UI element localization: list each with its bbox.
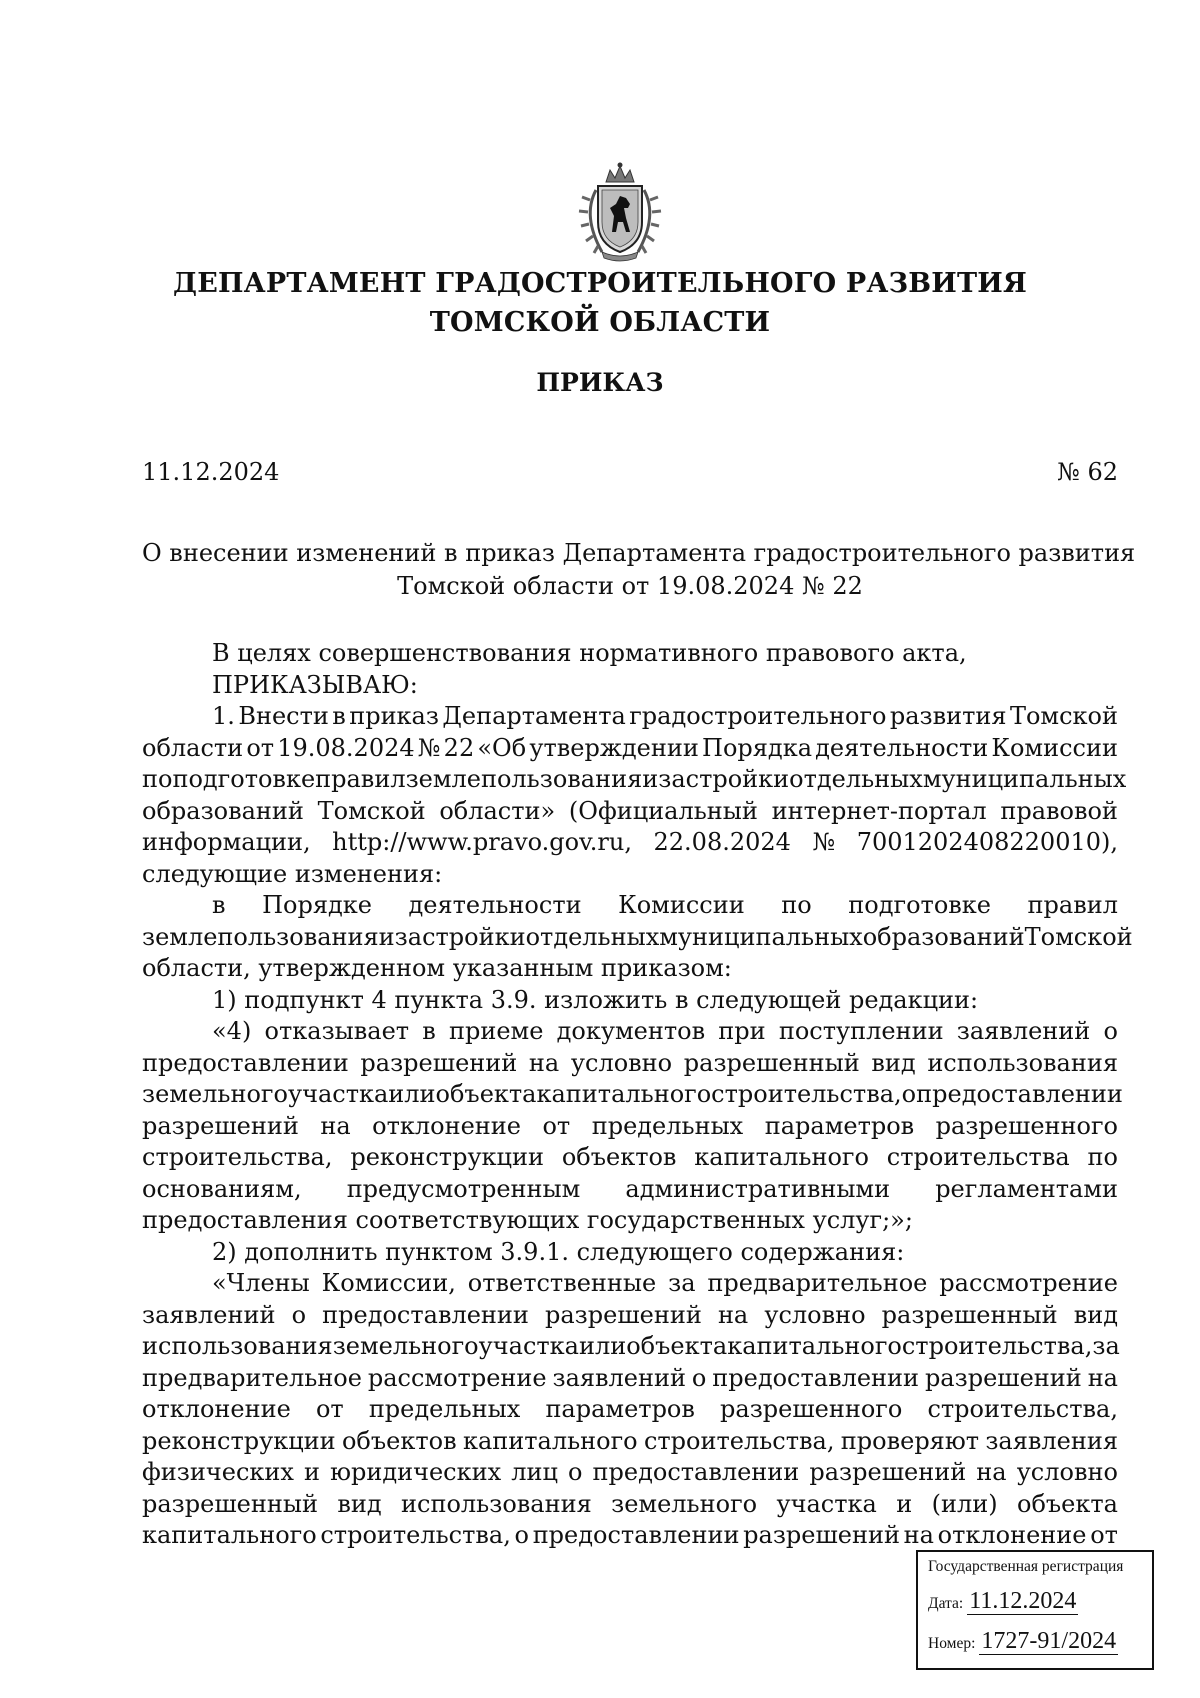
word: поступлении: [778, 1017, 944, 1045]
word: объекта: [626, 1332, 728, 1360]
word: застройки: [658, 765, 790, 793]
word: землепользования: [142, 922, 379, 951]
word: капитального: [694, 1143, 869, 1171]
word: разрешений: [360, 1048, 518, 1077]
word: капитального: [462, 1426, 638, 1455]
word: муниципальных: [659, 922, 863, 951]
word: и: [896, 1489, 913, 1518]
text-line: 1) подпункт 4 пункта 3.9. изложить в следующей редакции:: [212, 985, 979, 1014]
text-line: [142, 1520, 1118, 1552]
order-body: [142, 638, 1133, 1552]
word: отдельных: [525, 922, 660, 951]
word: подготовке: [848, 891, 991, 919]
word: о: [291, 1300, 307, 1329]
text-line: области, утвержденном указанным приказом:: [142, 954, 732, 982]
word: Томской: [1009, 702, 1118, 730]
text-line: предоставления соответствующих государственных услуг;»;: [142, 1206, 913, 1234]
text-line: [142, 922, 1133, 954]
word: Порядка: [702, 733, 812, 762]
word: о: [691, 1363, 707, 1392]
word: и: [304, 1458, 320, 1486]
word: объекта: [1017, 1489, 1118, 1518]
word: от: [1090, 1521, 1118, 1549]
word: предельных: [591, 1111, 744, 1140]
word: физических: [142, 1458, 294, 1486]
word: в: [332, 702, 346, 730]
subject-line: О внесении изменений в приказ Департамента градостроительного развития: [142, 539, 1136, 567]
word: предоставлении: [532, 1521, 740, 1549]
word: на: [976, 1458, 1007, 1486]
word: разрешенного: [720, 1395, 903, 1423]
word: основаниям,: [142, 1174, 302, 1203]
word: разрешенного: [935, 1111, 1118, 1140]
word: строительства,: [927, 1395, 1118, 1423]
word: «Члены: [212, 1269, 310, 1297]
word: объектов: [561, 1143, 677, 1171]
word: Комиссии: [991, 733, 1118, 762]
stamp-number-value: 1727-91/2024: [981, 1628, 1117, 1654]
word: объектов: [341, 1426, 457, 1455]
word: отклонение: [372, 1111, 521, 1140]
word: строительства,: [142, 1143, 333, 1171]
word: условно: [570, 1048, 673, 1077]
word: отклонение: [937, 1521, 1087, 1549]
word: строительства,: [643, 1426, 835, 1455]
word: деятельности: [815, 733, 989, 762]
word: о: [901, 1080, 917, 1108]
word: юридических: [330, 1458, 502, 1486]
word: от: [246, 733, 275, 762]
word: на: [717, 1300, 749, 1329]
department-name-line2: ТОМСКОЙ ОБЛАСТИ: [429, 307, 771, 338]
word: заявлений: [142, 1300, 276, 1329]
word: развития: [889, 702, 1007, 730]
text-line: [142, 796, 1118, 828]
text-line: [142, 1174, 1118, 1206]
word: образований: [142, 796, 304, 825]
word: использования: [927, 1048, 1118, 1077]
word: предоставлении: [592, 1458, 800, 1486]
text-line: [142, 1363, 1118, 1395]
text-line: следующие изменения:: [142, 859, 443, 888]
word: разрешений: [743, 1521, 900, 1549]
word: в: [212, 891, 226, 919]
word: отклонение: [142, 1395, 291, 1423]
word: предварительное: [707, 1269, 928, 1297]
word: параметров: [764, 1111, 915, 1140]
word: и: [642, 765, 659, 793]
word: капитального: [536, 1080, 712, 1108]
word: участка: [287, 1080, 389, 1108]
word: вид: [871, 1048, 916, 1077]
word: строительства,: [711, 1080, 902, 1108]
word: строительства,: [901, 1332, 1093, 1360]
word: условно: [764, 1300, 866, 1329]
text-line: [142, 827, 1118, 859]
word: «Об: [477, 733, 527, 762]
word: утверждении: [529, 733, 699, 762]
word: использования: [401, 1489, 592, 1518]
word: и: [378, 922, 395, 951]
text-line: [142, 1394, 1118, 1426]
word: лиц: [511, 1458, 558, 1486]
order-date: 11.12.2024: [142, 458, 280, 486]
text-line: [142, 1111, 1118, 1143]
word: земельного: [142, 1080, 288, 1108]
word: разрешений: [809, 1458, 967, 1486]
word: разрешений: [924, 1363, 1082, 1392]
word: в: [422, 1017, 436, 1045]
word: проверяют: [840, 1426, 979, 1455]
text-line: [142, 1426, 1118, 1458]
word: предварительное: [142, 1363, 362, 1392]
word: строительства: [886, 1143, 1070, 1171]
word: отдельных: [789, 765, 923, 793]
body-paragraph-decree: ПРИКАЗЫВАЮ:: [212, 670, 418, 699]
word: приеме: [448, 1017, 544, 1045]
order-subject: [142, 537, 1136, 603]
word: застройки: [394, 922, 526, 951]
word: строительства,: [320, 1521, 511, 1549]
text-line: [142, 1016, 1118, 1048]
word: предельных: [368, 1395, 521, 1423]
word: по: [142, 765, 173, 793]
word: капитального: [727, 1332, 902, 1360]
word: разрешений: [545, 1300, 702, 1329]
word: на: [320, 1111, 351, 1140]
word: от: [542, 1111, 571, 1140]
text-line: [142, 1079, 1123, 1111]
word: правовой: [1000, 796, 1118, 825]
department-name-line1: ДЕПАРТАМЕНТ ГРАДОСТРОИТЕЛЬНОГО РАЗВИТИЯ: [172, 268, 1028, 299]
word: «4): [212, 1017, 252, 1045]
word: правил: [315, 765, 406, 793]
word: при: [718, 1017, 766, 1045]
word: разрешенный: [142, 1489, 318, 1518]
word: условно: [1016, 1458, 1118, 1486]
word: о: [1103, 1017, 1118, 1045]
word: правил: [1027, 891, 1118, 919]
stamp-date-row: [928, 1588, 1078, 1615]
registration-stamp: [916, 1550, 1154, 1670]
text-line: [142, 1268, 1118, 1300]
word: земельного: [332, 1332, 479, 1360]
text-line: [142, 1457, 1118, 1489]
stamp-date-value: 11.12.2024: [969, 1588, 1077, 1614]
coat-of-arms-icon: [568, 160, 672, 264]
word: земельного: [611, 1489, 758, 1518]
word: области»: [439, 796, 556, 825]
word: №: [417, 733, 441, 762]
word: рассмотрение: [939, 1269, 1118, 1297]
word: заявлений: [552, 1363, 686, 1392]
word: 19.08.2024: [277, 733, 415, 762]
stamp-date-label: Дата:: [928, 1595, 964, 1612]
word: вид: [1073, 1300, 1118, 1329]
word: от: [315, 1395, 344, 1423]
word: участка: [776, 1489, 877, 1518]
text-line: 2) дополнить пунктом 3.9.1. следующего содержания:: [212, 1237, 905, 1266]
text-line: [142, 1300, 1118, 1332]
text-line: [142, 764, 1127, 796]
text-line: [142, 1048, 1118, 1080]
word: Комиссии,: [321, 1269, 456, 1297]
word: документов: [556, 1017, 706, 1045]
word: 1.: [212, 702, 235, 730]
word: предусмотренным: [346, 1174, 581, 1203]
word: деятельности: [408, 891, 582, 919]
word: (или): [931, 1489, 998, 1518]
stamp-title: Государственная регистрация: [928, 1558, 1124, 1575]
text-line: [142, 701, 1118, 733]
word: Комиссии: [618, 891, 745, 919]
word: Томской: [317, 796, 426, 825]
word: реконструкции: [142, 1426, 336, 1455]
word: объекта: [435, 1080, 537, 1108]
word: на: [1087, 1363, 1118, 1392]
word: интернет-портал: [771, 796, 987, 825]
word: области: [142, 733, 244, 762]
word: 22.08.2024: [653, 828, 791, 856]
word: ответственные: [467, 1269, 657, 1297]
word: 7001202408220010),: [856, 828, 1118, 856]
word: или: [388, 1080, 436, 1108]
word: за: [1092, 1332, 1120, 1360]
word: разрешенный: [683, 1048, 860, 1077]
word: Внести: [238, 702, 329, 730]
word: на: [528, 1048, 560, 1077]
word: регламентами: [935, 1174, 1118, 1203]
text-line: [142, 733, 1118, 765]
word: предоставлении: [322, 1300, 529, 1329]
word: муниципальных: [922, 765, 1127, 793]
word: отказывает: [264, 1017, 410, 1045]
word: административными: [625, 1174, 891, 1203]
document-type-title: ПРИКАЗ: [536, 368, 664, 397]
word: использования: [142, 1332, 333, 1360]
word: рассмотрение: [367, 1363, 547, 1392]
word: капитального: [142, 1521, 317, 1549]
word: информации,: [142, 828, 311, 856]
word: градостроительного: [629, 702, 887, 730]
word: на: [903, 1521, 934, 1549]
word: или: [578, 1332, 627, 1360]
word: реконструкции: [350, 1143, 544, 1171]
word: образований: [862, 922, 1025, 951]
stamp-number-row: [928, 1628, 1118, 1655]
word: приказ: [349, 702, 439, 730]
text-line: [142, 890, 1118, 922]
word: предоставлении: [142, 1048, 349, 1077]
word: разрешений: [142, 1111, 299, 1140]
word: Томской: [1024, 922, 1133, 951]
word: землепользования: [405, 765, 643, 793]
word: о: [568, 1458, 583, 1486]
word: о: [514, 1521, 529, 1549]
word: участка: [478, 1332, 579, 1360]
text-line: [142, 1331, 1118, 1363]
word: по: [1087, 1143, 1118, 1171]
word: подготовке: [172, 765, 316, 793]
word: предоставлении: [916, 1080, 1123, 1108]
word: предоставлении: [712, 1363, 920, 1392]
subject-line: Томской области от 19.08.2024 № 22: [397, 572, 863, 600]
text-line: [142, 1489, 1118, 1521]
word: вид: [337, 1489, 382, 1518]
word: №: [812, 828, 836, 856]
body-paragraph: В целях совершенствования нормативного правового акта,: [212, 639, 967, 667]
word: Порядке: [262, 891, 372, 919]
word: 22: [443, 733, 475, 762]
word: разрешенный: [881, 1300, 1058, 1329]
word: (Официальный: [568, 796, 758, 825]
word: Департамента: [442, 702, 626, 730]
stamp-number-label: Номер:: [928, 1635, 976, 1652]
word: http://www.pravo.gov.ru,: [332, 828, 632, 856]
word: заявлений: [956, 1017, 1091, 1045]
order-number: № 62: [1057, 458, 1118, 486]
word: заявления: [985, 1426, 1118, 1455]
word: параметров: [545, 1395, 695, 1423]
text-line: [142, 1142, 1118, 1174]
word: за: [668, 1269, 696, 1297]
word: по: [781, 891, 812, 919]
